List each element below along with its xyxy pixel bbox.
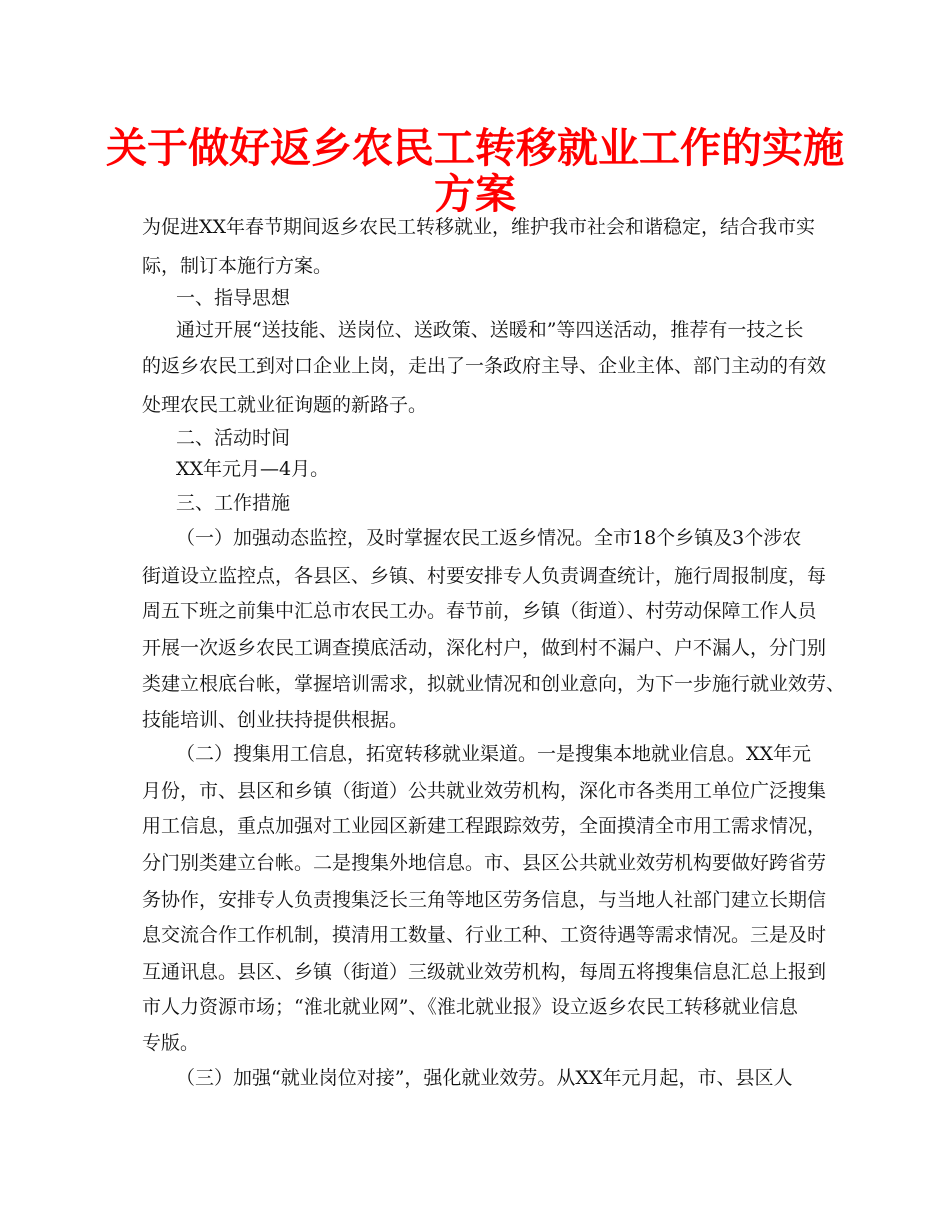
body-line: （一）加强动态监控，及时掌握农民工返乡情况。全市18个乡镇及3个涉农 [176, 527, 802, 549]
body-line: XX年元月—4月。 [176, 458, 330, 480]
body-line: 周五下班之前集中汇总市农民工办。春节前，乡镇（街道）、村劳动保障工作人员 [142, 600, 817, 622]
body-line: （二）搜集用工信息，拓宽转移就业渠道。一是搜集本地就业信息。XX年元 [176, 743, 812, 765]
body-line: 务协作，安排专人负责搜集泛长三角等地区劳务信息，与当地人社部门建立长期信 [142, 889, 827, 911]
body-line: 的返乡农民工到对口企业上岗，走出了一条政府主导、企业主体、部门主动的有效 [142, 355, 827, 377]
body-line: 月份，市、县区和乡镇（街道）公共就业效劳机构，深化市各类用工单位广泛搜集 [142, 780, 827, 802]
body-line: 互通讯息。县区、乡镇（街道）三级就业效劳机构，每周五将搜集信息汇总上报到 [142, 961, 827, 983]
body-line: 息交流合作工作机制，摸清用工数量、行业工种、工资待遇等需求情况。三是及时 [142, 924, 827, 946]
body-line: 用工信息，重点加强对工业园区新建工程跟踪效劳，全面摸清全市用工需求情况， [142, 815, 827, 837]
section-heading: 三、工作措施 [176, 492, 291, 514]
body-line: 开展一次返乡农民工调查摸底活动，深化村户，做到村不漏户、户不漏人，分门别 [142, 637, 827, 659]
body-line: 类建立根底台帐，掌握培训需求，拟就业情况和创业意向，为下一步施行就业效劳、 [142, 673, 846, 695]
document-title-line-2: 方案 [434, 170, 516, 218]
body-line: 处理农民工就业征询题的新路子。 [142, 394, 428, 416]
section-heading: 二、活动时间 [176, 427, 291, 449]
body-line: （三）加强“就业岗位对接”，强化就业效劳。从XX年元月起，市、县区人 [176, 1067, 793, 1089]
body-line: 际，制订本施行方案。 [142, 255, 333, 277]
body-line: 为促进XX年春节期间返乡农民工转移就业，维护我市社会和谐稳定，结合我市实 [142, 216, 816, 238]
body-line: 分门别类建立台帐。二是搜集外地信息。市、县区公共就业效劳机构要做好跨省劳 [142, 852, 827, 874]
body-line: 专版。 [142, 1032, 200, 1054]
section-heading: 一、指导思想 [176, 287, 291, 309]
body-line: 通过开展“送技能、送岗位、送政策、送暖和”等四送活动，推荐有一技之长 [176, 319, 804, 341]
body-line: 市人力资源市场；“淮北就业网”、《淮北就业报》设立返乡农民工转移就业信息 [142, 996, 798, 1018]
body-line: 技能培训、创业扶持提供根据。 [142, 709, 409, 731]
document-title-line-1: 关于做好返乡农民工转移就业工作的实施 [106, 124, 844, 172]
body-line: 街道设立监控点，各县区、乡镇、村要安排专人负责调查统计，施行周报制度，每 [142, 565, 827, 587]
